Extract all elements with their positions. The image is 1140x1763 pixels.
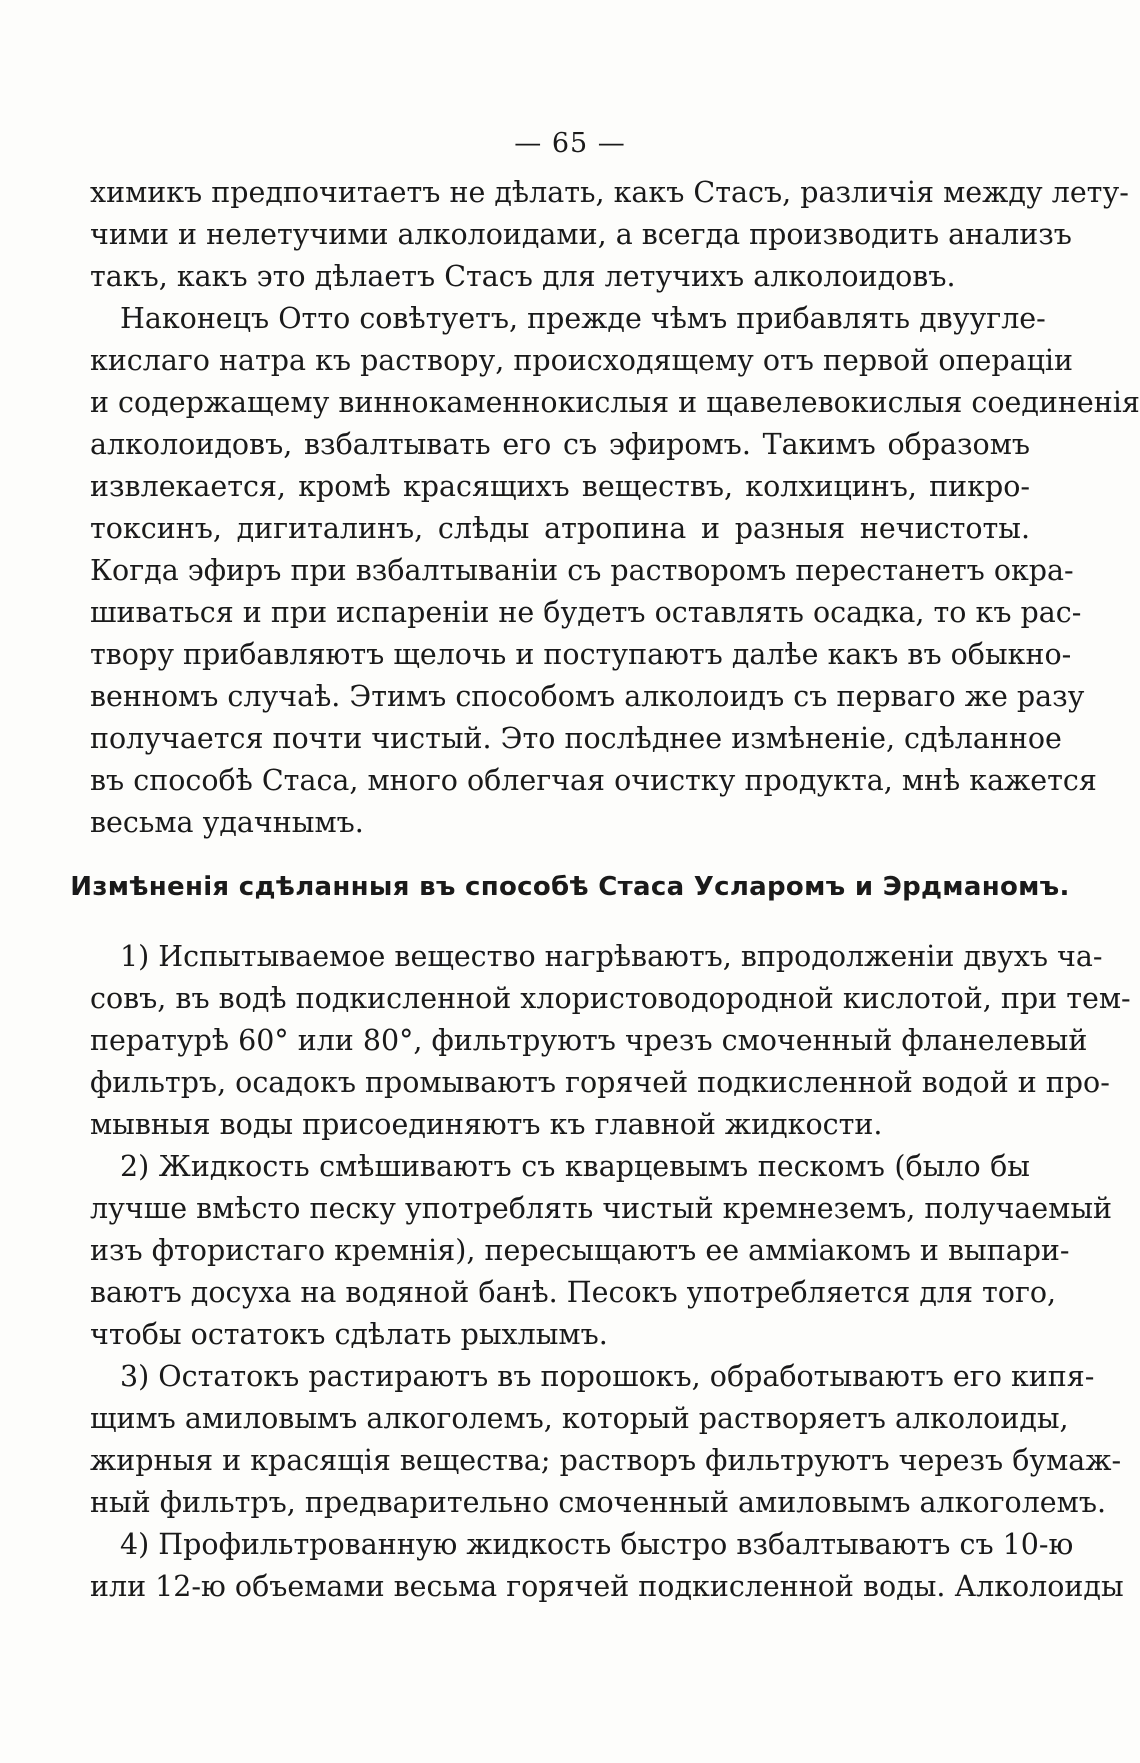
text-line: кислаго натра къ раствору, происходящему отъ первой операціи <box>90 344 1074 377</box>
text-line: весьма удачнымъ. <box>90 806 364 839</box>
text-line: химикъ предпочитаетъ не дѣлать, какъ Стасъ, различія между лету- <box>90 176 1129 209</box>
list-item-3 <box>90 1356 1122 1524</box>
text-line: 3) Остатокъ растираютъ въ порошокъ, обработываютъ его кипя- <box>120 1360 1095 1393</box>
text-line: 2) Жидкость смѣшиваютъ съ кварцевымъ пескомъ (было бы <box>120 1150 1030 1183</box>
text-line: ный фильтръ, предварительно смоченный амиловымъ алкоголемъ. <box>90 1486 1107 1519</box>
text-line: въ способѣ Стаса, много облегчая очистку продукта, мнѣ кажется <box>90 764 1097 797</box>
text-line: жирныя и красящія вещества; растворъ фильтруютъ черезъ бумаж- <box>90 1444 1122 1477</box>
text-line: 4) Профильтрованную жидкость быстро взбалтываютъ съ 10-ю <box>120 1528 1074 1561</box>
text-line: изъ фтористаго кремнія), пересыщаютъ ее амміакомъ и выпари- <box>90 1234 1070 1267</box>
text-line: получается почти чистый. Это послѣднее измѣненіе, сдѣланное <box>90 722 1062 755</box>
list-item-1 <box>90 936 1131 1146</box>
text-line: ваютъ досуха на водяной банѣ. Песокъ употребляется для того, <box>90 1276 1057 1309</box>
text-line: щимъ амиловымъ алкоголемъ, который растворяетъ алколоиды, <box>90 1402 1069 1435</box>
text-line: чими и нелетучими алколоидами, а всегда производить анализъ <box>90 218 1072 251</box>
text-line: твору прибавляютъ щелочь и поступаютъ далѣе какъ въ обыкно- <box>90 638 1072 671</box>
text-line: или 12-ю объемами весьма горячей подкисленной воды. Алколоиды <box>90 1570 1124 1603</box>
text-line: извлекается, кромѣ красящихъ веществъ, колхицинъ, пикро- <box>90 470 1030 503</box>
text-line: алколоидовъ, взбалтывать его съ эфиромъ. Такимъ образомъ <box>90 428 1030 461</box>
list-item-2 <box>90 1146 1112 1356</box>
text-line: венномъ случаѣ. Этимъ способомъ алколоидъ съ перваго же разу <box>90 680 1085 713</box>
text-line: и содержащему виннокаменнокислыя и щавелевокислыя соединенія <box>90 386 1140 419</box>
text-line: Наконецъ Отто совѣтуетъ, прежде чѣмъ прибавлять двуугле- <box>120 302 1046 335</box>
text-line: Когда эфиръ при взбалтываніи съ растворомъ перестанетъ окра- <box>90 554 1074 587</box>
text-line: чтобы остатокъ сдѣлать рыхлымъ. <box>90 1318 608 1351</box>
text-line: шиваться и при испареніи не будетъ оставлять осадка, то къ рас- <box>90 596 1082 629</box>
text-line: такъ, какъ это дѣлаетъ Стасъ для летучихъ алколоидовъ. <box>90 260 956 293</box>
text-line: мывныя воды присоединяютъ къ главной жидкости. <box>90 1108 883 1141</box>
text-line: фильтръ, осадокъ промываютъ горячей подкисленной водой и про- <box>90 1066 1110 1099</box>
text-line: токсинъ, дигиталинъ, слѣды атропина и разныя нечистоты. <box>90 512 1030 545</box>
section-heading: Измѣненія сдѣланныя въ способѣ Стаса Усларомъ и Эрдманомъ. <box>70 872 1070 902</box>
text-line: совъ, въ водѣ подкисленной хлористоводородной кислотой, при тем- <box>90 982 1131 1015</box>
list-item-4 <box>90 1524 1124 1608</box>
paragraph-2 <box>90 298 1140 844</box>
text-line: 1) Испытываемое вещество нагрѣваютъ, впродолженіи двухъ ча- <box>120 940 1103 973</box>
text-line: пературѣ 60° или 80°, фильтруютъ чрезъ смоченный фланелевый <box>90 1024 1088 1057</box>
paragraph-1 <box>90 172 1129 298</box>
page-number: — 65 — <box>514 128 626 159</box>
text-line: лучше вмѣсто песку употреблять чистый кремнеземъ, получаемый <box>90 1192 1112 1225</box>
